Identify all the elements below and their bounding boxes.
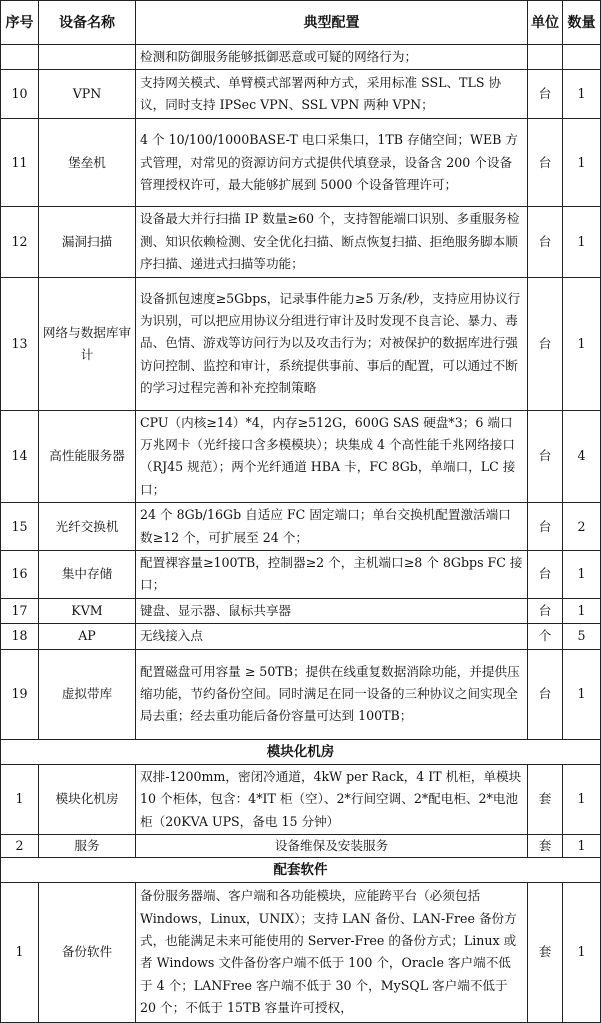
row-unit: 台: [528, 277, 563, 410]
row-config: 键盘、显示器、鼠标共享器: [136, 598, 528, 623]
row-config: 无线接入点: [136, 624, 528, 649]
table-row: [1, 410, 601, 503]
row-no: 11: [1, 119, 39, 207]
row-unit: 台: [528, 70, 563, 119]
row-unit: 套: [528, 764, 563, 834]
row-no: 1: [1, 882, 39, 1022]
table-row: [1, 598, 601, 623]
row-no: 13: [1, 277, 39, 410]
row-name: 模块化机房: [39, 764, 136, 834]
row-no: 18: [1, 624, 39, 649]
row-no: 12: [1, 207, 39, 277]
table-row: [1, 624, 601, 649]
row-name: 网络与数据库审计: [39, 277, 136, 410]
table-row: [1, 551, 601, 599]
row-unit: 台: [528, 207, 563, 277]
row-qty: 1: [563, 834, 601, 857]
row-no: 15: [1, 503, 39, 551]
row-qty: 1: [563, 551, 601, 599]
row-no: 17: [1, 598, 39, 623]
table-row: [1, 503, 601, 551]
section-row-software: [1, 857, 601, 882]
section-title: 模块化机房: [1, 739, 601, 764]
row-unit: 台: [528, 598, 563, 623]
section-row-modular: [1, 739, 601, 764]
row-unit: 台: [528, 503, 563, 551]
table-row: [1, 119, 601, 207]
section-title: 配套软件: [1, 857, 601, 882]
row-no: 16: [1, 551, 39, 599]
row-qty: 1: [563, 649, 601, 739]
header-qty: 数量: [563, 1, 601, 45]
row-config: 4 个 10/100/1000BASE-T 电口采集口，1TB 存储空间；WEB 方式管理，对常见的资源访问方式提供代填登录，设备含 200 个设备管理授权许可，最大能够扩展到 5000 个设备管理许可；: [136, 119, 528, 207]
row-config: 支持网关模式、单臂模式部署两种方式，采用标准 SSL、TLS 协议，同时支持 IPSec VPN、SSL VPN 两种 VPN；: [136, 70, 528, 119]
row-no: 10: [1, 70, 39, 119]
row-unit: 台: [528, 410, 563, 503]
row-unit: 台: [528, 649, 563, 739]
table-row: [1, 764, 601, 834]
row-name: 堡垒机: [39, 119, 136, 207]
table-row: [1, 277, 601, 410]
table-row: [1, 207, 601, 277]
header-no: 序号: [1, 1, 39, 45]
table-header-row: [1, 1, 601, 45]
row-name: 虚拟带库: [39, 649, 136, 739]
row-unit: 台: [528, 119, 563, 207]
row-no: 14: [1, 410, 39, 503]
row-config: 备份服务器端、客户端和各功能模块，应能跨平台（必须包括 Windows，Linux，UNIX）；支持 LAN 备份、LAN-Free 备份方式，也能满足未来可能使用的 Server-Free 的备份方式；Linux 或者 Windows 文件备份客户端不低于 100 个，Oracle 客户端不低于 4 个；LANFree 客户端不低于 30 个，MySQL 客户端不低于 20 个；不低于 15TB 容量许可授权，: [136, 882, 528, 1022]
row-config: 24 个 8Gb/16Gb 自适应 FC 固定端口；单台交换机配置激活端口数≥12 个，可扩展至 24 个；: [136, 503, 528, 551]
row-qty: 5: [563, 624, 601, 649]
row-qty: 1: [563, 598, 601, 623]
row-qty: 4: [563, 410, 601, 503]
row-config: 设备维保及安装服务: [136, 834, 528, 857]
table-row: [1, 834, 601, 857]
row-config: 设备抓包速度≥5Gbps，记录事件能力≥5 万条/秒，支持应用协议行为识别，可以把应用协议分组进行审计及时发现不良言论、暴力、毒品、色情、游戏等访问行为以及攻击行为；对被保护的数据库进行强访问控制、监控和审计，系统提供事前、事后的配置，可以通过不断的学习过程完善和补充控制策略: [136, 277, 528, 410]
table-row: [1, 649, 601, 739]
continuation-config: 检测和防御服务能够抵御恶意或可疑的网络行为；: [136, 45, 528, 70]
row-name: AP: [39, 624, 136, 649]
row-unit: 台: [528, 551, 563, 599]
row-unit: 套: [528, 882, 563, 1022]
row-name: 高性能服务器: [39, 410, 136, 503]
row-no: 2: [1, 834, 39, 857]
header-name: 设备名称: [39, 1, 136, 45]
row-qty: 1: [563, 764, 601, 834]
row-config: 双排-1200mm，密闭冷通道，4kW per Rack，4 IT 机柜，单模块 10 个柜体，包含：4*IT 柜（空）、2*行间空调、2*配电柜、2*电池柜（20KVA UPS，备电 15 分钟）: [136, 764, 528, 834]
row-qty: 2: [563, 503, 601, 551]
row-name: 服务: [39, 834, 136, 857]
row-name: 漏洞扫描: [39, 207, 136, 277]
row-config: 设备最大并行扫描 IP 数量≥60 个，支持智能端口识别、多重服务检测、知识依赖检测、安全优化扫描、断点恢复扫描、拒绝服务脚本顺序扫描、递进式扫描等功能；: [136, 207, 528, 277]
row-config: CPU（内核≥14）*4，内存≥512G，600G SAS 硬盘*3；6 端口万兆网卡（光纤接口含多模模块）；块集成 4 个高性能千兆网络接口（RJ45 规范）；两个光纤通道 HBA 卡，FC 8Gb，单端口，LC 接口；: [136, 410, 528, 503]
row-no: 1: [1, 764, 39, 834]
row-qty: 1: [563, 70, 601, 119]
row-name: KVM: [39, 598, 136, 623]
header-unit: 单位: [528, 1, 563, 45]
row-qty: 1: [563, 882, 601, 1022]
row-qty: 1: [563, 277, 601, 410]
row-qty: 1: [563, 119, 601, 207]
header-config: 典型配置: [136, 1, 528, 45]
row-name: 光纤交换机: [39, 503, 136, 551]
row-name: VPN: [39, 70, 136, 119]
table-row: [1, 882, 601, 1022]
row-unit: 个: [528, 624, 563, 649]
row-qty: 1: [563, 207, 601, 277]
row-name: 集中存储: [39, 551, 136, 599]
row-config: 配置裸容量≥100TB，控制器≥2 个，主机端口≥8 个 8Gbps FC 接口；: [136, 551, 528, 599]
table-row: [1, 70, 601, 119]
row-config: 配置磁盘可用容量 ≥ 50TB；提供在线重复数据消除功能，并提供压缩功能，节约备份空间。同时满足在同一设备的三种协议之间实现全局去重；经去重功能后备份容量可达到 100TB；: [136, 649, 528, 739]
row-unit: 套: [528, 834, 563, 857]
row-name: 备份软件: [39, 882, 136, 1022]
continuation-row: [1, 45, 601, 70]
row-no: 19: [1, 649, 39, 739]
